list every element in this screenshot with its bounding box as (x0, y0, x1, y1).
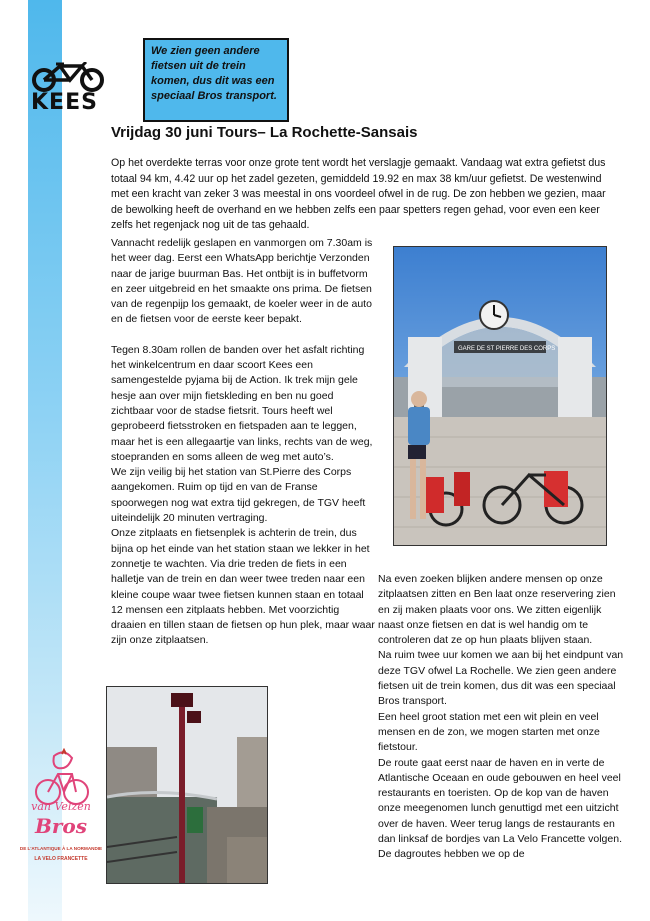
brand-name: van Velzen (31, 800, 91, 813)
paragraph: Onze zitplaats en fietsenplek is achterin de trein, dus bijna op het einde van het station staan we lekker in het zonnetje te wachten. Via drie treden de fiets in een halletje van de trein en dan weer twee treden naar een kleine coupe waar twee fietsen kunnen staan en totaal 12 mensen een zitplaats hebben. Met voorzichtig draaien en tillen staan de fietsen op hun plek, maar waar zijn onze zitplaatsen. (111, 527, 375, 647)
paragraph: We zijn veilig bij het station van St.Pierre des Corps aangekomen. Ruim op tijd en van de Franse spoorwegen nog wat extra tijd gekregen, de TGV heeft uiteindelijk 20 minuten vertraging. (111, 466, 366, 525)
page-title: Vrijdag 30 juni Tours– La Rochette-Sansais (111, 124, 418, 141)
intro-paragraph: Op het overdekte terras voor onze grote tent wordt het verslagje gemaakt. Vandaag wat extra gefietst dus totaal 94 km, 4.42 uur op het zadel gezeten, gemiddeld 19.92 en max 38 km/uur gefietst. De westenwind met een kracht van zeker 3 was meestal in ons voordeel ofwel in de rug. De zon hebben we gezien, maar de bewolking heeft de overhand en we hebben zelfs een paar spetters regen gehad, voor even een keer zelfs het regenjack nog uit de tas gehaald. (111, 157, 606, 232)
harbour-photo (106, 686, 268, 884)
brand-wordmark: Bros (34, 814, 88, 838)
paragraph: Tegen 8.30am rollen de banden over het asfalt richting het winkelcentrum en daar scoort Kees een samengestelde pyjama bij de Action. Ik trek mijn gele hesje aan over mijn fietskleding en ben nu goed zichtbaar voor de stadse fietsrit. Tours heeft wel geprobeerd fietsstroken en fietspaden aan te leggen, maar het is een allegaartje van links, rechts van de weg, stoepranden en soms alleen de weg met auto’s. (111, 343, 373, 463)
station-sign: GARE DE ST PIERRE DES CORPS (458, 346, 556, 352)
paragraph: Vannacht redelijk geslapen en vanmorgen om 7.30am is het weer dag. Eerst een WhatsApp berichtje Verzonden naar de jarige buurman Bas. Het ontbijt is in buffetvorm en zeer uitgebreid en het smaakte ons prima. De fietsen van de regenpijp los gemaakt, de koeler weer in de auto en de fietsen voor de eerste keer bepakt. (111, 237, 373, 326)
paragraph: Een heel groot station met een wit plein en veel mensen en de zon, we mogen starten met onze fietstour. (378, 710, 600, 754)
brand-tagline: DE L'ATLANTIQUE À LA NORMANDIE (19, 846, 103, 851)
left-column (111, 236, 376, 649)
brand-route: LA VELO FRANCETTE (34, 856, 88, 862)
paragraph: Na ruim twee uur komen we aan bij het eindpunt van deze TGV ofwel La Rochelle. We zien geen andere fietsen uit de trein komen, dus dit was een speciaal Bros transport. (378, 649, 624, 708)
paragraph: Na even zoeken blijken andere mensen op onze zitplaatsen zitten en Ben laat onze reservering zien en zij maken plaats voor ons. We zitten eigenlijk naast onze fietsen en dat is wel handig om te controleren dat ze op hun plaats blijven staan. (378, 573, 616, 647)
paragraph: De route gaat eerst naar de haven en in verte de Atlantische Oceaan en oude gebouwen en heel veel restaurants en toeristen. Op de kop van de haven onze meegenomen lunch genuttigd met een uitzicht over de haven. Weer terug langs de restaurants en dan linksaf de bordjes van La Velo Francette volgen. De dagroutes hebben we op de (378, 756, 622, 861)
station-photo (393, 246, 607, 546)
right-column (378, 572, 628, 863)
callout-quote: We zien geen andere fietsen uit de trein komen, dus dit was een speciaal Bros transport. (143, 38, 289, 122)
logo-text: KEES (31, 90, 98, 115)
